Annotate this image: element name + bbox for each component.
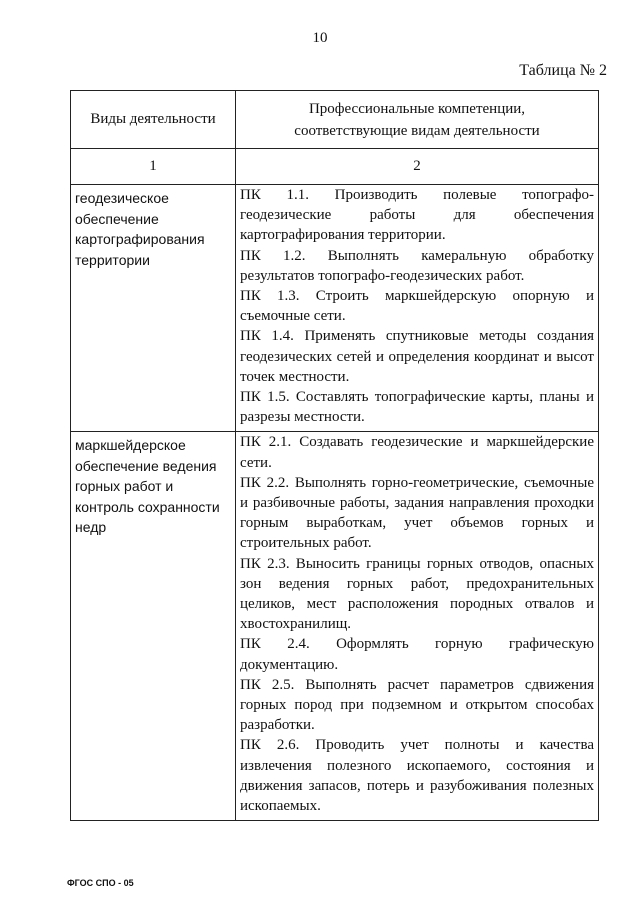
competency-item: ПК 1.5. Составлять топографические карты, планы и разрезы местности. xyxy=(240,389,594,426)
footer-label: ФГОС СПО - 05 xyxy=(67,878,134,888)
column-number-2: 2 xyxy=(236,149,599,185)
competency-item: ПК 2.2. Выполнять горно-геометрические, съемочные и разбивочные работы, задания направления проходки горным выработкам, учет объемов горных и строительных работ. xyxy=(240,474,594,552)
header-activities: Виды деятельности xyxy=(71,91,236,149)
column-number-1: 1 xyxy=(71,149,236,185)
competency-item: ПК 2.5. Выполнять расчет параметров сдвижения горных пород при подземном и открытом способах разработки. xyxy=(240,676,594,734)
table-header-row xyxy=(71,91,599,149)
competencies-cell xyxy=(236,185,599,432)
competency-item: ПК 1.2. Выполнять камеральную обработку результатов топографо-геодезических работ. xyxy=(240,247,594,284)
competency-item: ПК 1.1. Производить полевые топографо-геодезические работы для обеспечения картографирования территории. xyxy=(240,187,594,244)
activity-cell: геодезическое обеспечение картографирования территории xyxy=(71,185,236,432)
page-number: 10 xyxy=(312,30,328,46)
competency-item: ПК 2.4. Оформлять горную графическую документацию. xyxy=(240,636,594,673)
competency-item: ПК 1.4. Применять спутниковые методы создания геодезических сетей и определения координат и высот точек местности. xyxy=(240,328,594,385)
table-row xyxy=(71,185,599,432)
competencies-cell xyxy=(236,432,599,821)
table-caption: Таблица № 2 xyxy=(519,62,607,79)
competency-item: ПК 2.1. Создавать геодезические и маркшейдерские сети. xyxy=(240,434,594,471)
activity-cell: маркшейдерское обеспечение ведения горных работ и контроль сохранности недр xyxy=(71,432,236,821)
table-numbering-row xyxy=(71,149,599,185)
competency-item: ПК 2.3. Выносить границы горных отводов, опасных зон ведения горных работ, предохранительных целиков, мест расположения породных отвалов и хвостохранилищ. xyxy=(240,555,594,633)
header-competencies-line2: соответствующие видам деятельности xyxy=(294,122,540,139)
header-competencies xyxy=(236,91,599,149)
header-competencies-line1: Профессиональные компетенции, xyxy=(308,100,526,117)
competency-item: ПК 2.6. Проводить учет полноты и качества извлечения полезного ископаемого, состояния и движения запасов, потерь и разубоживания полезных ископаемых. xyxy=(240,737,594,815)
competency-item: ПК 1.3. Строить маркшейдерскую опорную и съемочные сети. xyxy=(240,288,594,325)
competencies-table xyxy=(70,90,599,821)
table-row xyxy=(71,432,599,821)
